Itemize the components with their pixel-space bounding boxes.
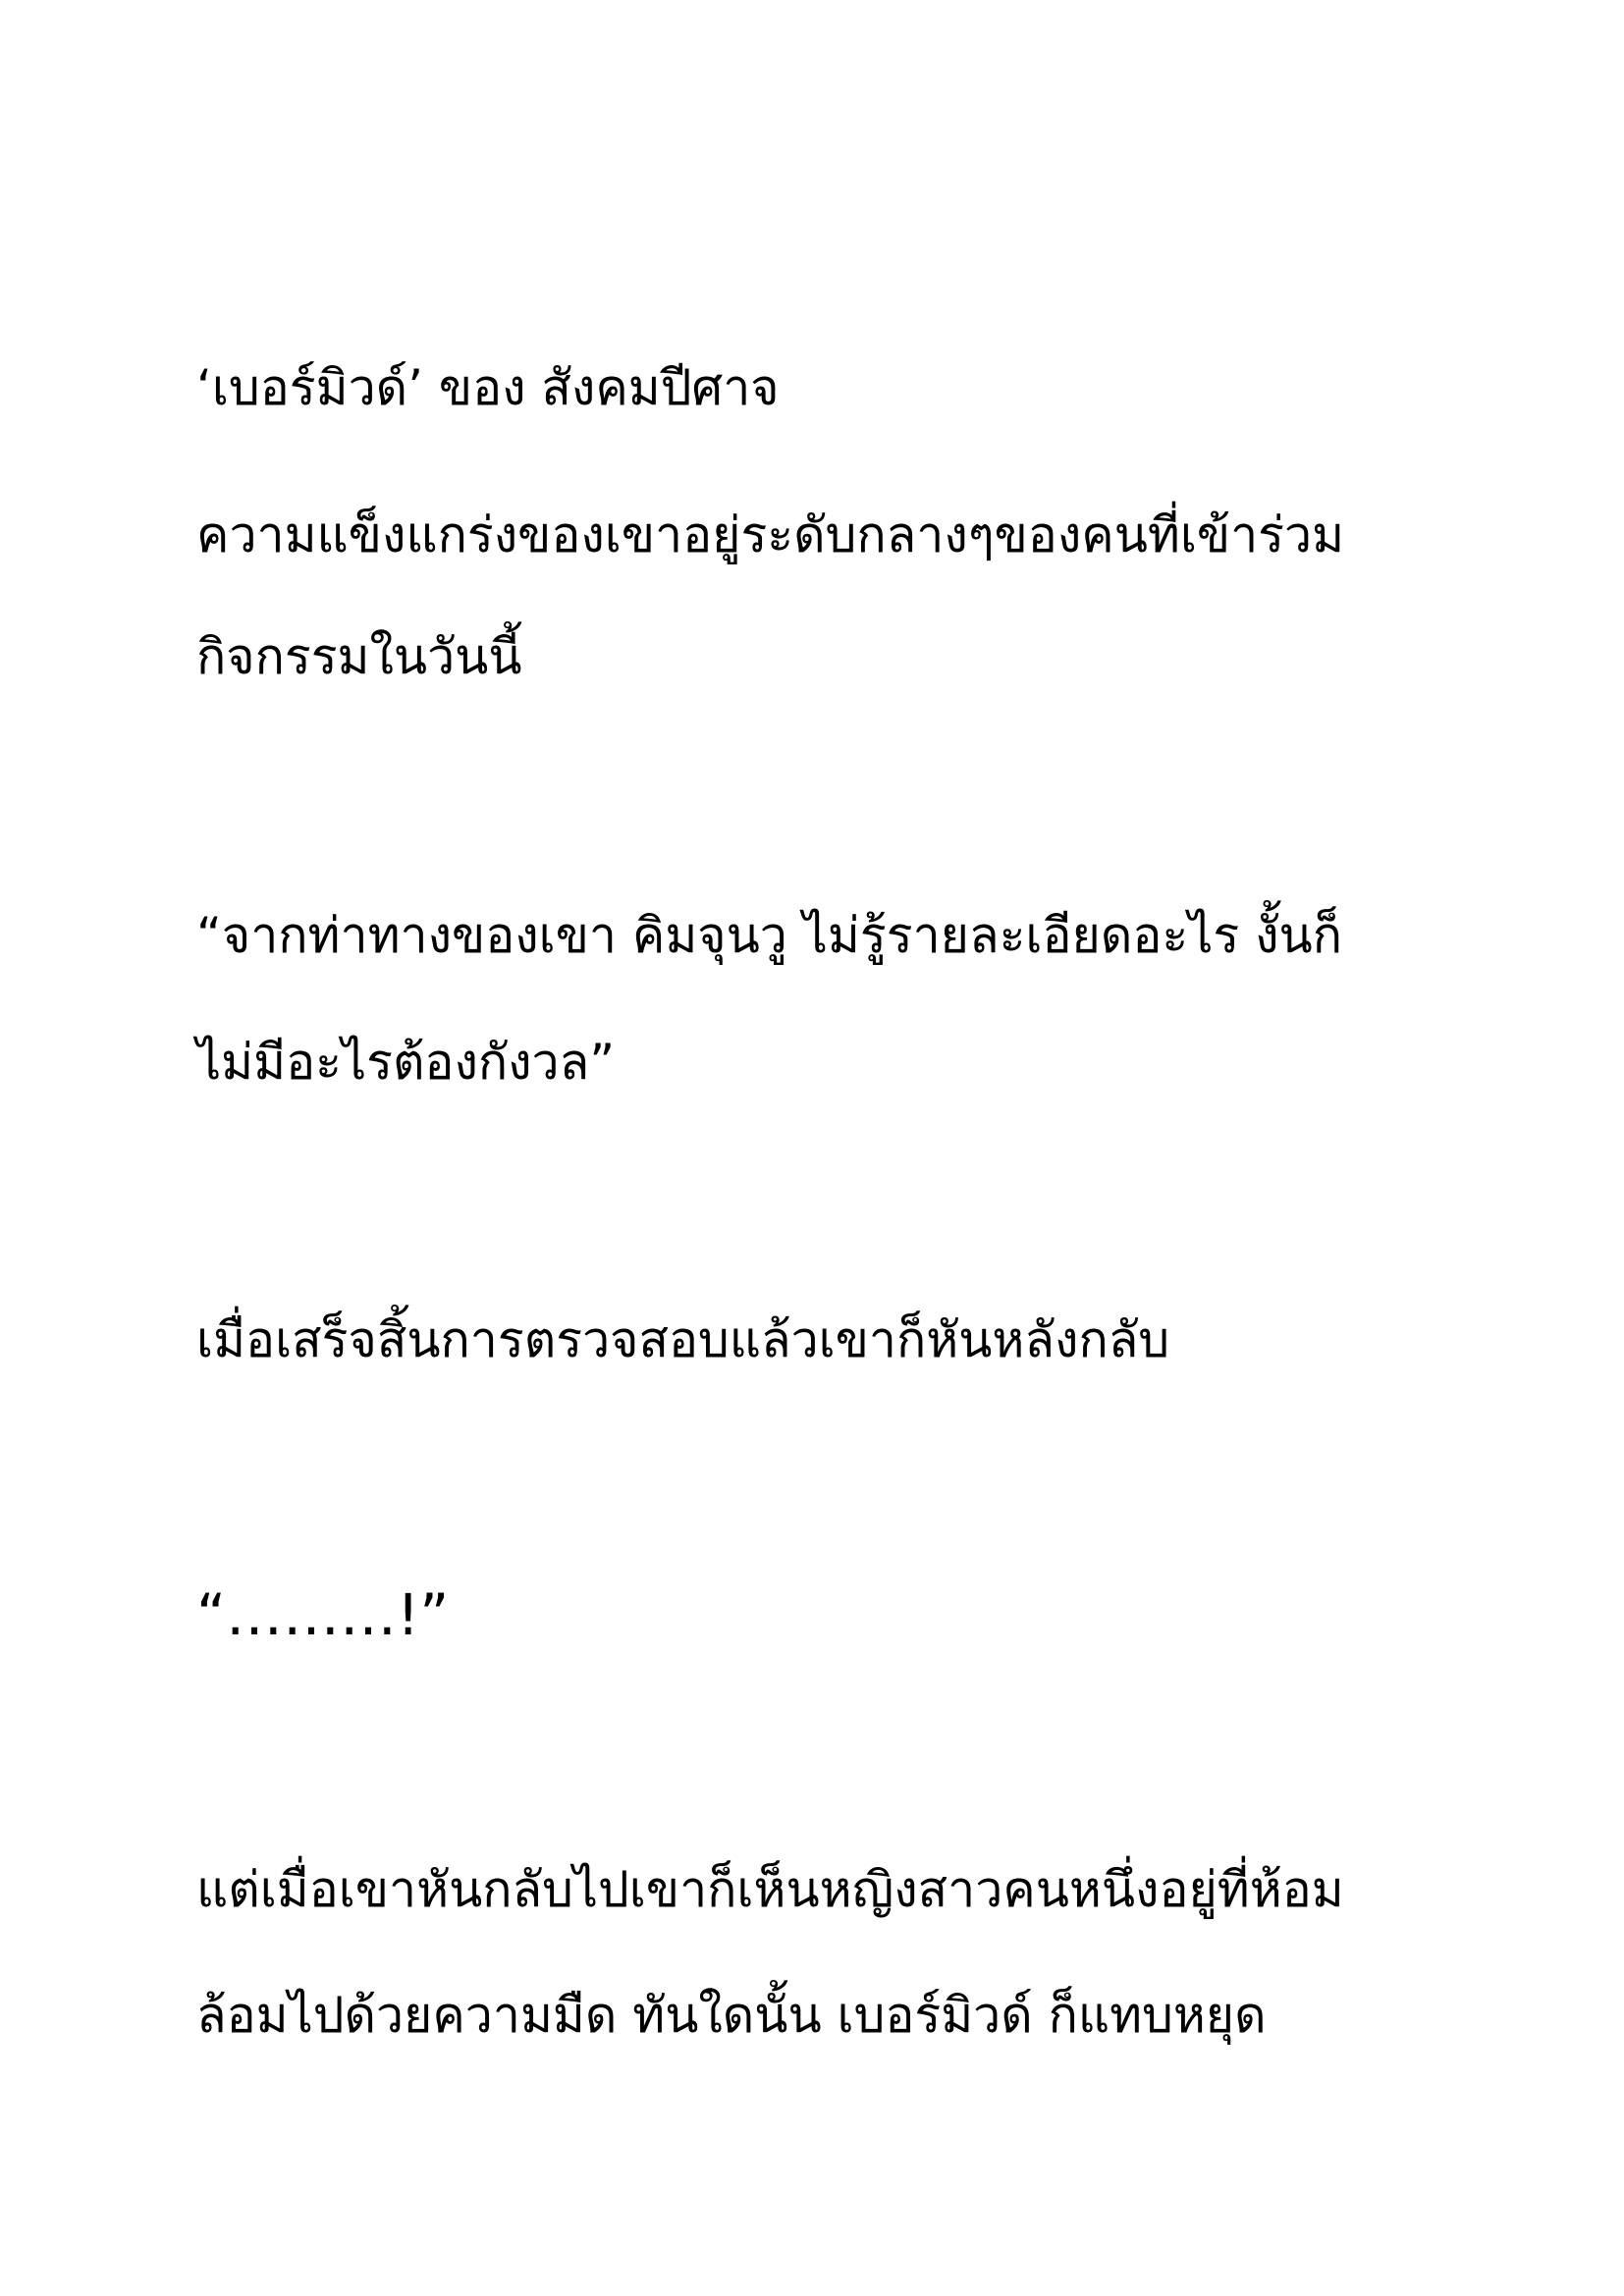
dialogue-line: “จากท่าทางของเขา คิมจุนวู ไม่รู้รายละเอียดอะไร งั้นก็: [196, 907, 1342, 964]
text-line-heading: ‘เบอร์มิวด์’ ของ สังคมปีศาจ: [196, 359, 780, 416]
dialogue-exclamation: “………!”: [196, 1581, 450, 1648]
text-line: กิจกรรมในวันนี้: [196, 628, 522, 685]
text-line: เมื่อเสร็จสิ้นการตรวจสอบแล้วเขาก็หันหลังกลับ: [196, 1311, 1170, 1368]
text-line: ความแข็งแกร่งของเขาอยู่ระดับกลางๆของคนที่เข้าร่วม: [196, 507, 1345, 563]
text-line: ล้อมไปด้วยความมืด ทันใดนั้น เบอร์มิวด์ ก็แทบหยุด: [196, 1987, 1267, 2044]
text-line: แต่เมื่อเขาหันกลับไปเขาก็เห็นหญิงสาวคนหนึ่งอยู่ที่ห้อม: [196, 1861, 1344, 1918]
dialogue-line: ไม่มีอะไรต้องกังวล”: [196, 1034, 616, 1091]
